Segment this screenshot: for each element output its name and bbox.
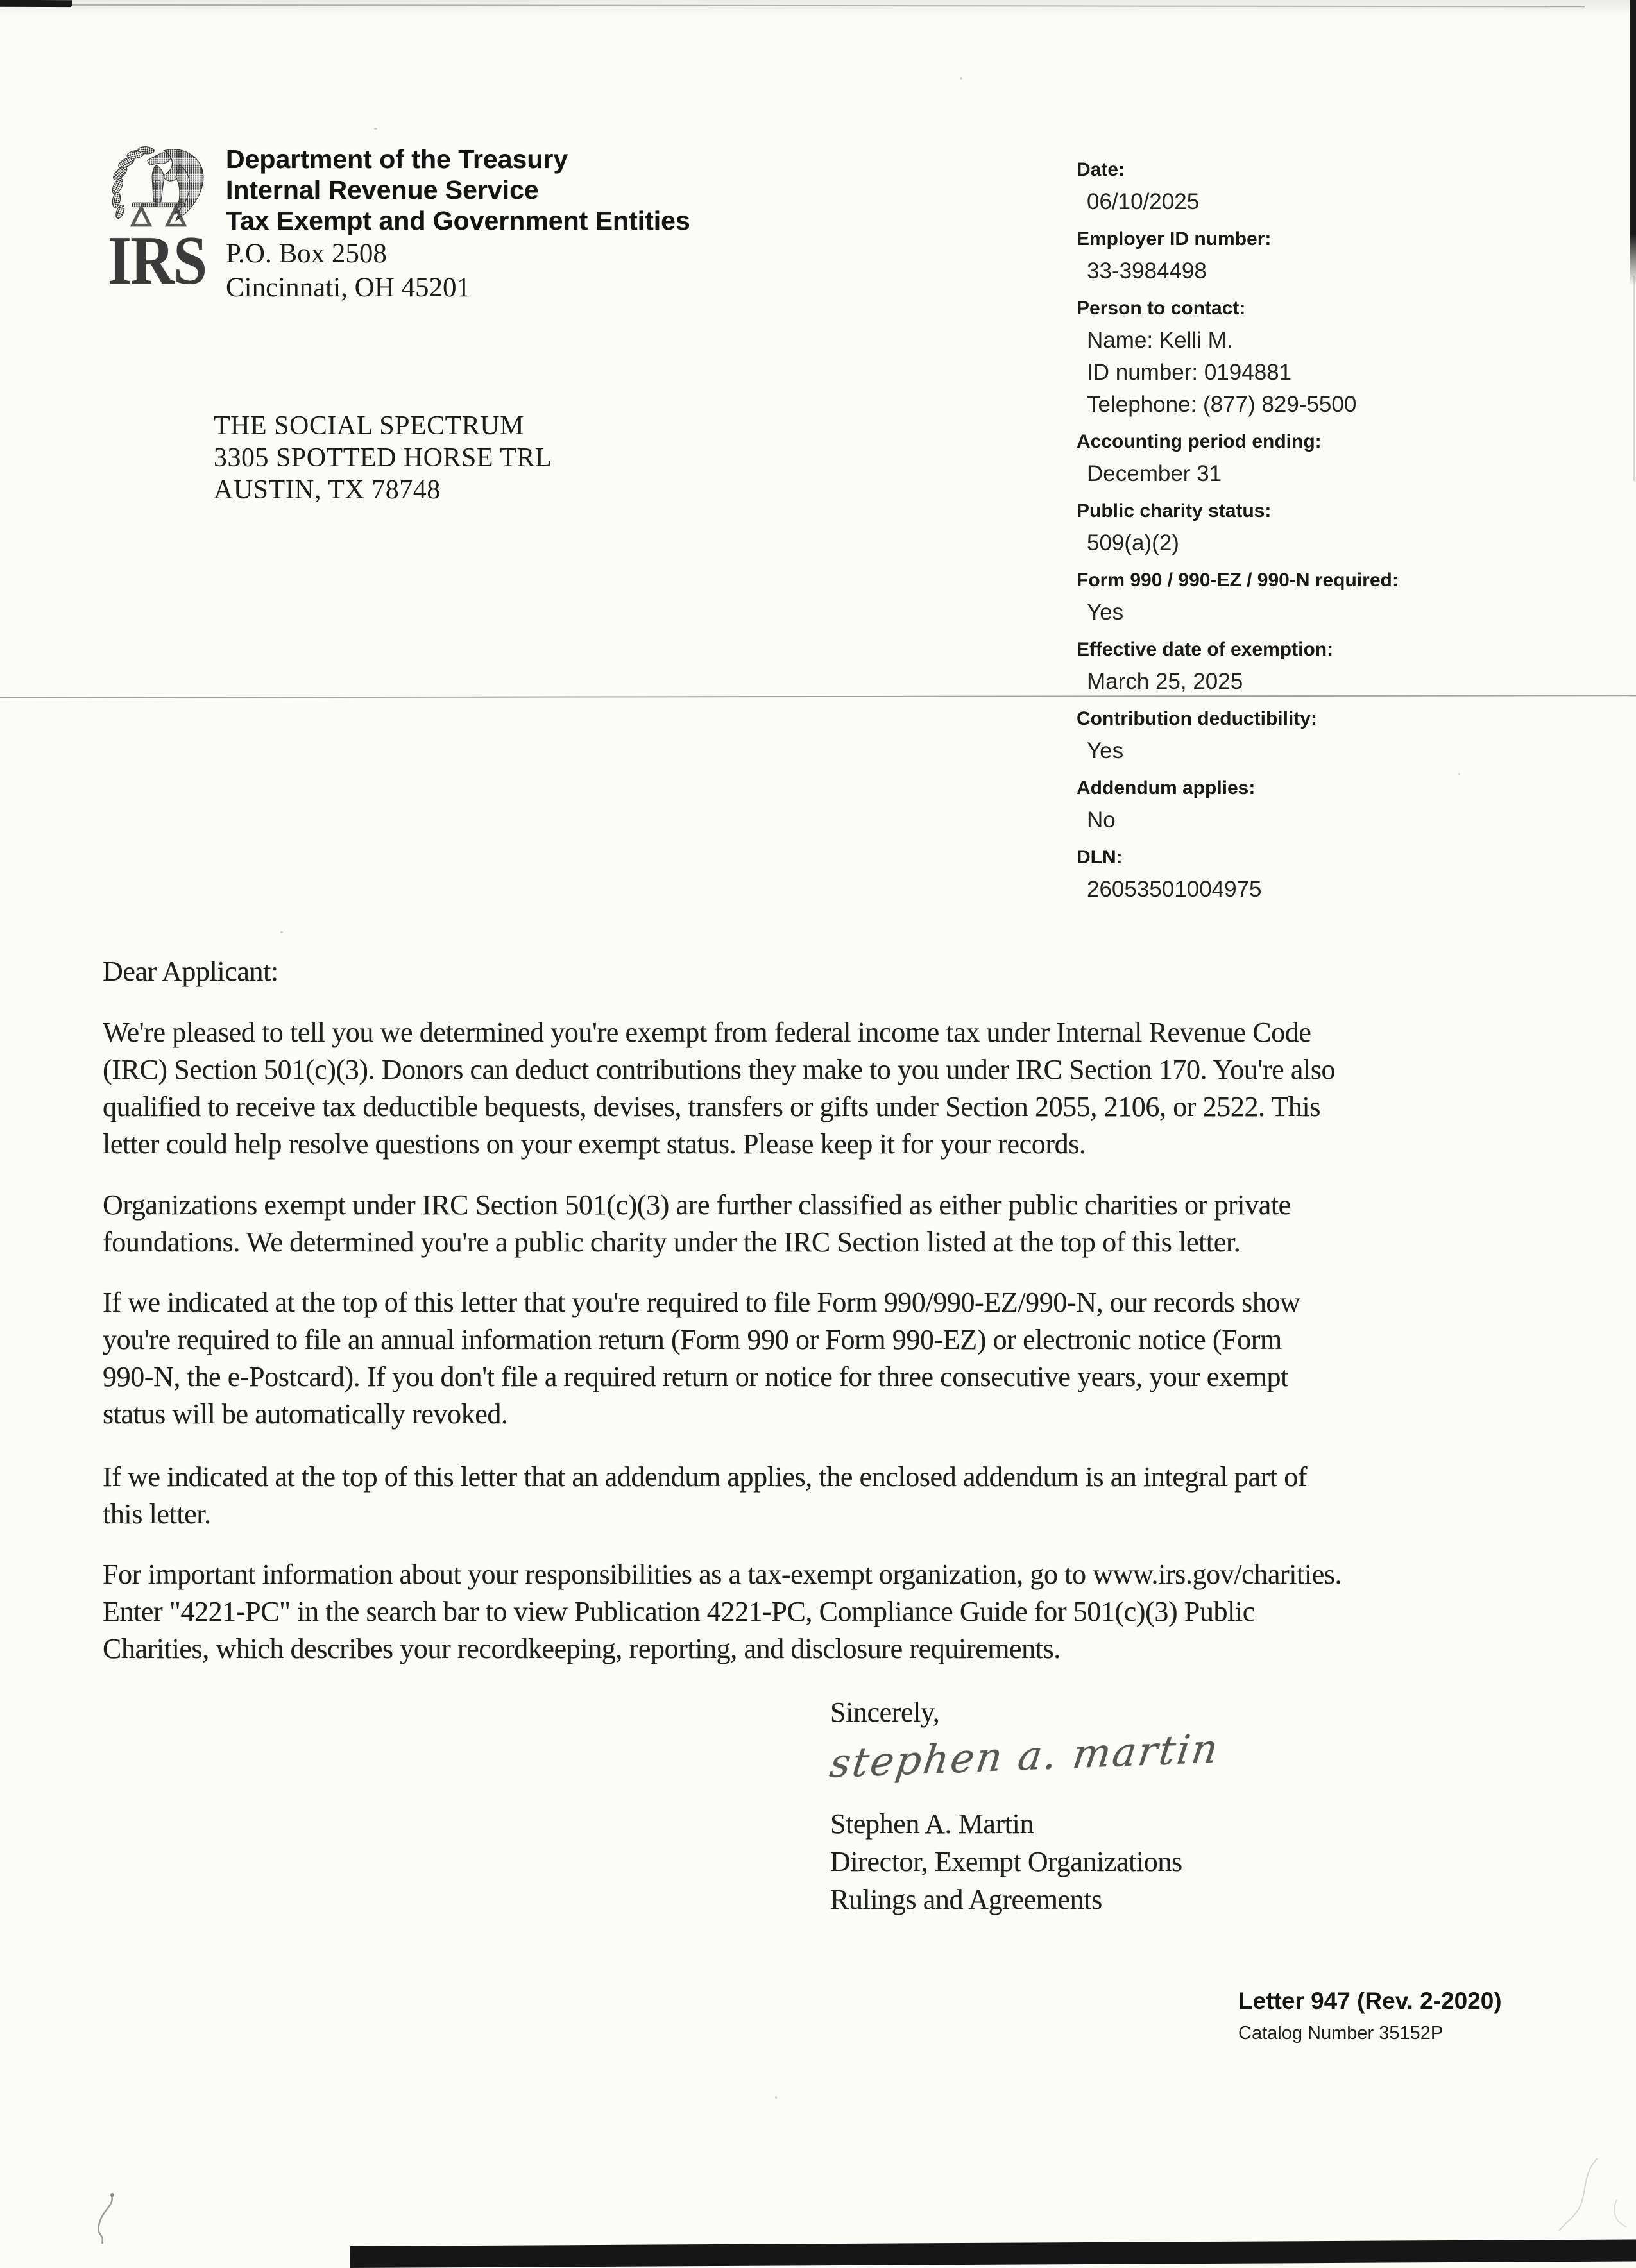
info-item-employer-id xyxy=(1077,223,1564,287)
info-value: Yes xyxy=(1087,738,1124,763)
info-label: Form 990 / 990-EZ / 990-N required: xyxy=(1077,570,1399,591)
info-value: December 31 xyxy=(1087,461,1222,486)
scan-right-edge-strip-faint xyxy=(1633,276,1635,481)
signature: stephen a. martin xyxy=(827,1725,1223,1787)
info-item-person-to-contact xyxy=(1077,292,1564,421)
scan-squiggle-mark xyxy=(1521,2155,1630,2238)
scan-top-smudge xyxy=(0,0,1636,17)
salutation: Dear Applicant: xyxy=(103,956,278,987)
closing-salutation: Sincerely, xyxy=(830,1697,940,1728)
info-label: Person to contact: xyxy=(1077,298,1246,319)
recipient-address: THE SOCIAL SPECTRUM 3305 SPOTTED HORSE TRL AUSTIN, TX 78748 xyxy=(214,411,552,505)
body-paragraph-3: If we indicated at the top of this letter that you're required to file Form 990/990-EZ/990-N, our records show you're required to file an annual information return (Form 990 or Form 990-EZ) or electronic notice (Form 990-N, the e-Postcard). If you don't file a required return or notice for three consecutive years, your exempt status will be automatically revoked. xyxy=(103,1287,1300,1430)
body-paragraph-1: We're pleased to tell you we determined you're exempt from federal income tax under Internal Revenue Code (IRC) Section 501(c)(3). Donors can deduct contributions they make to you under IRC Section 170. You're also qualified to receive tax deductible bequests, devises, transfers or gifts under Section 2055, 2106, or 2522. This letter could help resolve questions on your exempt status. Please keep it for your records. xyxy=(103,1017,1336,1160)
scan-topleft-mark xyxy=(0,0,72,7)
letter-reference: Letter 947 (Rev. 2-2020) xyxy=(1238,1988,1502,2014)
info-value: 33-3984498 xyxy=(1087,258,1207,284)
info-value: 06/10/2025 xyxy=(1087,189,1200,214)
info-value: 509(a)(2) xyxy=(1087,530,1179,555)
signer-name-and-title: Stephen A. Martin Director, Exempt Organizations Rulings and Agreements xyxy=(830,1808,1182,1915)
info-item-addendum-applies xyxy=(1077,772,1564,836)
info-value: Name: Kelli M. ID number: 0194881 Telephone: (877) 829-5500 xyxy=(1087,328,1357,417)
body-paragraph-4: If we indicated at the top of this letter that an addendum applies, the enclosed addendum is an integral part of this letter. xyxy=(103,1461,1308,1530)
info-label: DLN: xyxy=(1077,847,1123,868)
info-label: Date: xyxy=(1077,159,1125,180)
scan-bottom-band xyxy=(350,2239,1636,2268)
info-label: Accounting period ending: xyxy=(1077,431,1322,452)
scan-speck xyxy=(374,128,377,130)
info-label: Addendum applies: xyxy=(1077,777,1256,799)
info-item-accounting-period xyxy=(1077,426,1564,490)
info-value: No xyxy=(1087,808,1116,833)
info-label: Employer ID number: xyxy=(1077,228,1272,250)
scan-speck xyxy=(960,77,962,80)
info-item-date xyxy=(1077,154,1564,218)
info-item-form-990-required xyxy=(1077,564,1564,629)
catalog-number: Catalog Number 35152P xyxy=(1238,2023,1444,2044)
info-label: Effective date of exemption: xyxy=(1077,639,1334,660)
info-panel xyxy=(1077,154,1564,906)
info-value: 26053501004975 xyxy=(1087,877,1262,902)
scan-speck xyxy=(280,931,283,933)
info-label: Contribution deductibility: xyxy=(1077,708,1317,729)
scan-pen-mark xyxy=(76,2187,133,2250)
info-value: Yes xyxy=(1087,600,1124,625)
scan-right-edge-strip xyxy=(1630,0,1636,285)
info-value: March 25, 2025 xyxy=(1087,669,1243,694)
body-paragraph-2: Organizations exempt under IRC Section 501(c)(3) are further classified as either public charities or private foundations. We determined you're a public charity under the IRC Section listed at the top of this letter. xyxy=(103,1189,1291,1258)
irs-eagle-icon xyxy=(107,145,212,233)
info-item-public-charity-status xyxy=(1077,495,1564,559)
irs-logo-text: IRS xyxy=(108,223,207,299)
info-label: Public charity status: xyxy=(1077,500,1272,521)
sender-address: P.O. Box 2508 Cincinnati, OH 45201 xyxy=(226,239,470,303)
sender-org-lines: Department of the Treasury Internal Revenue Service Tax Exempt and Government Entities xyxy=(226,144,690,235)
info-item-contribution-deductibility xyxy=(1077,703,1564,767)
body-paragraph-5: For important information about your responsibilities as a tax-exempt organization, go to www.irs.gov/charities. Enter "4221-PC" in the search bar to view Publication 4221-PC, Compliance Guide for 501(c)(3) Public Charities, which describes your recordkeeping, reporting, and disclosure requirements. xyxy=(103,1559,1342,1664)
scan-speck xyxy=(775,2096,777,2099)
info-item-effective-date xyxy=(1077,634,1564,698)
info-item-dln xyxy=(1077,842,1564,906)
irs-logo xyxy=(107,145,214,299)
